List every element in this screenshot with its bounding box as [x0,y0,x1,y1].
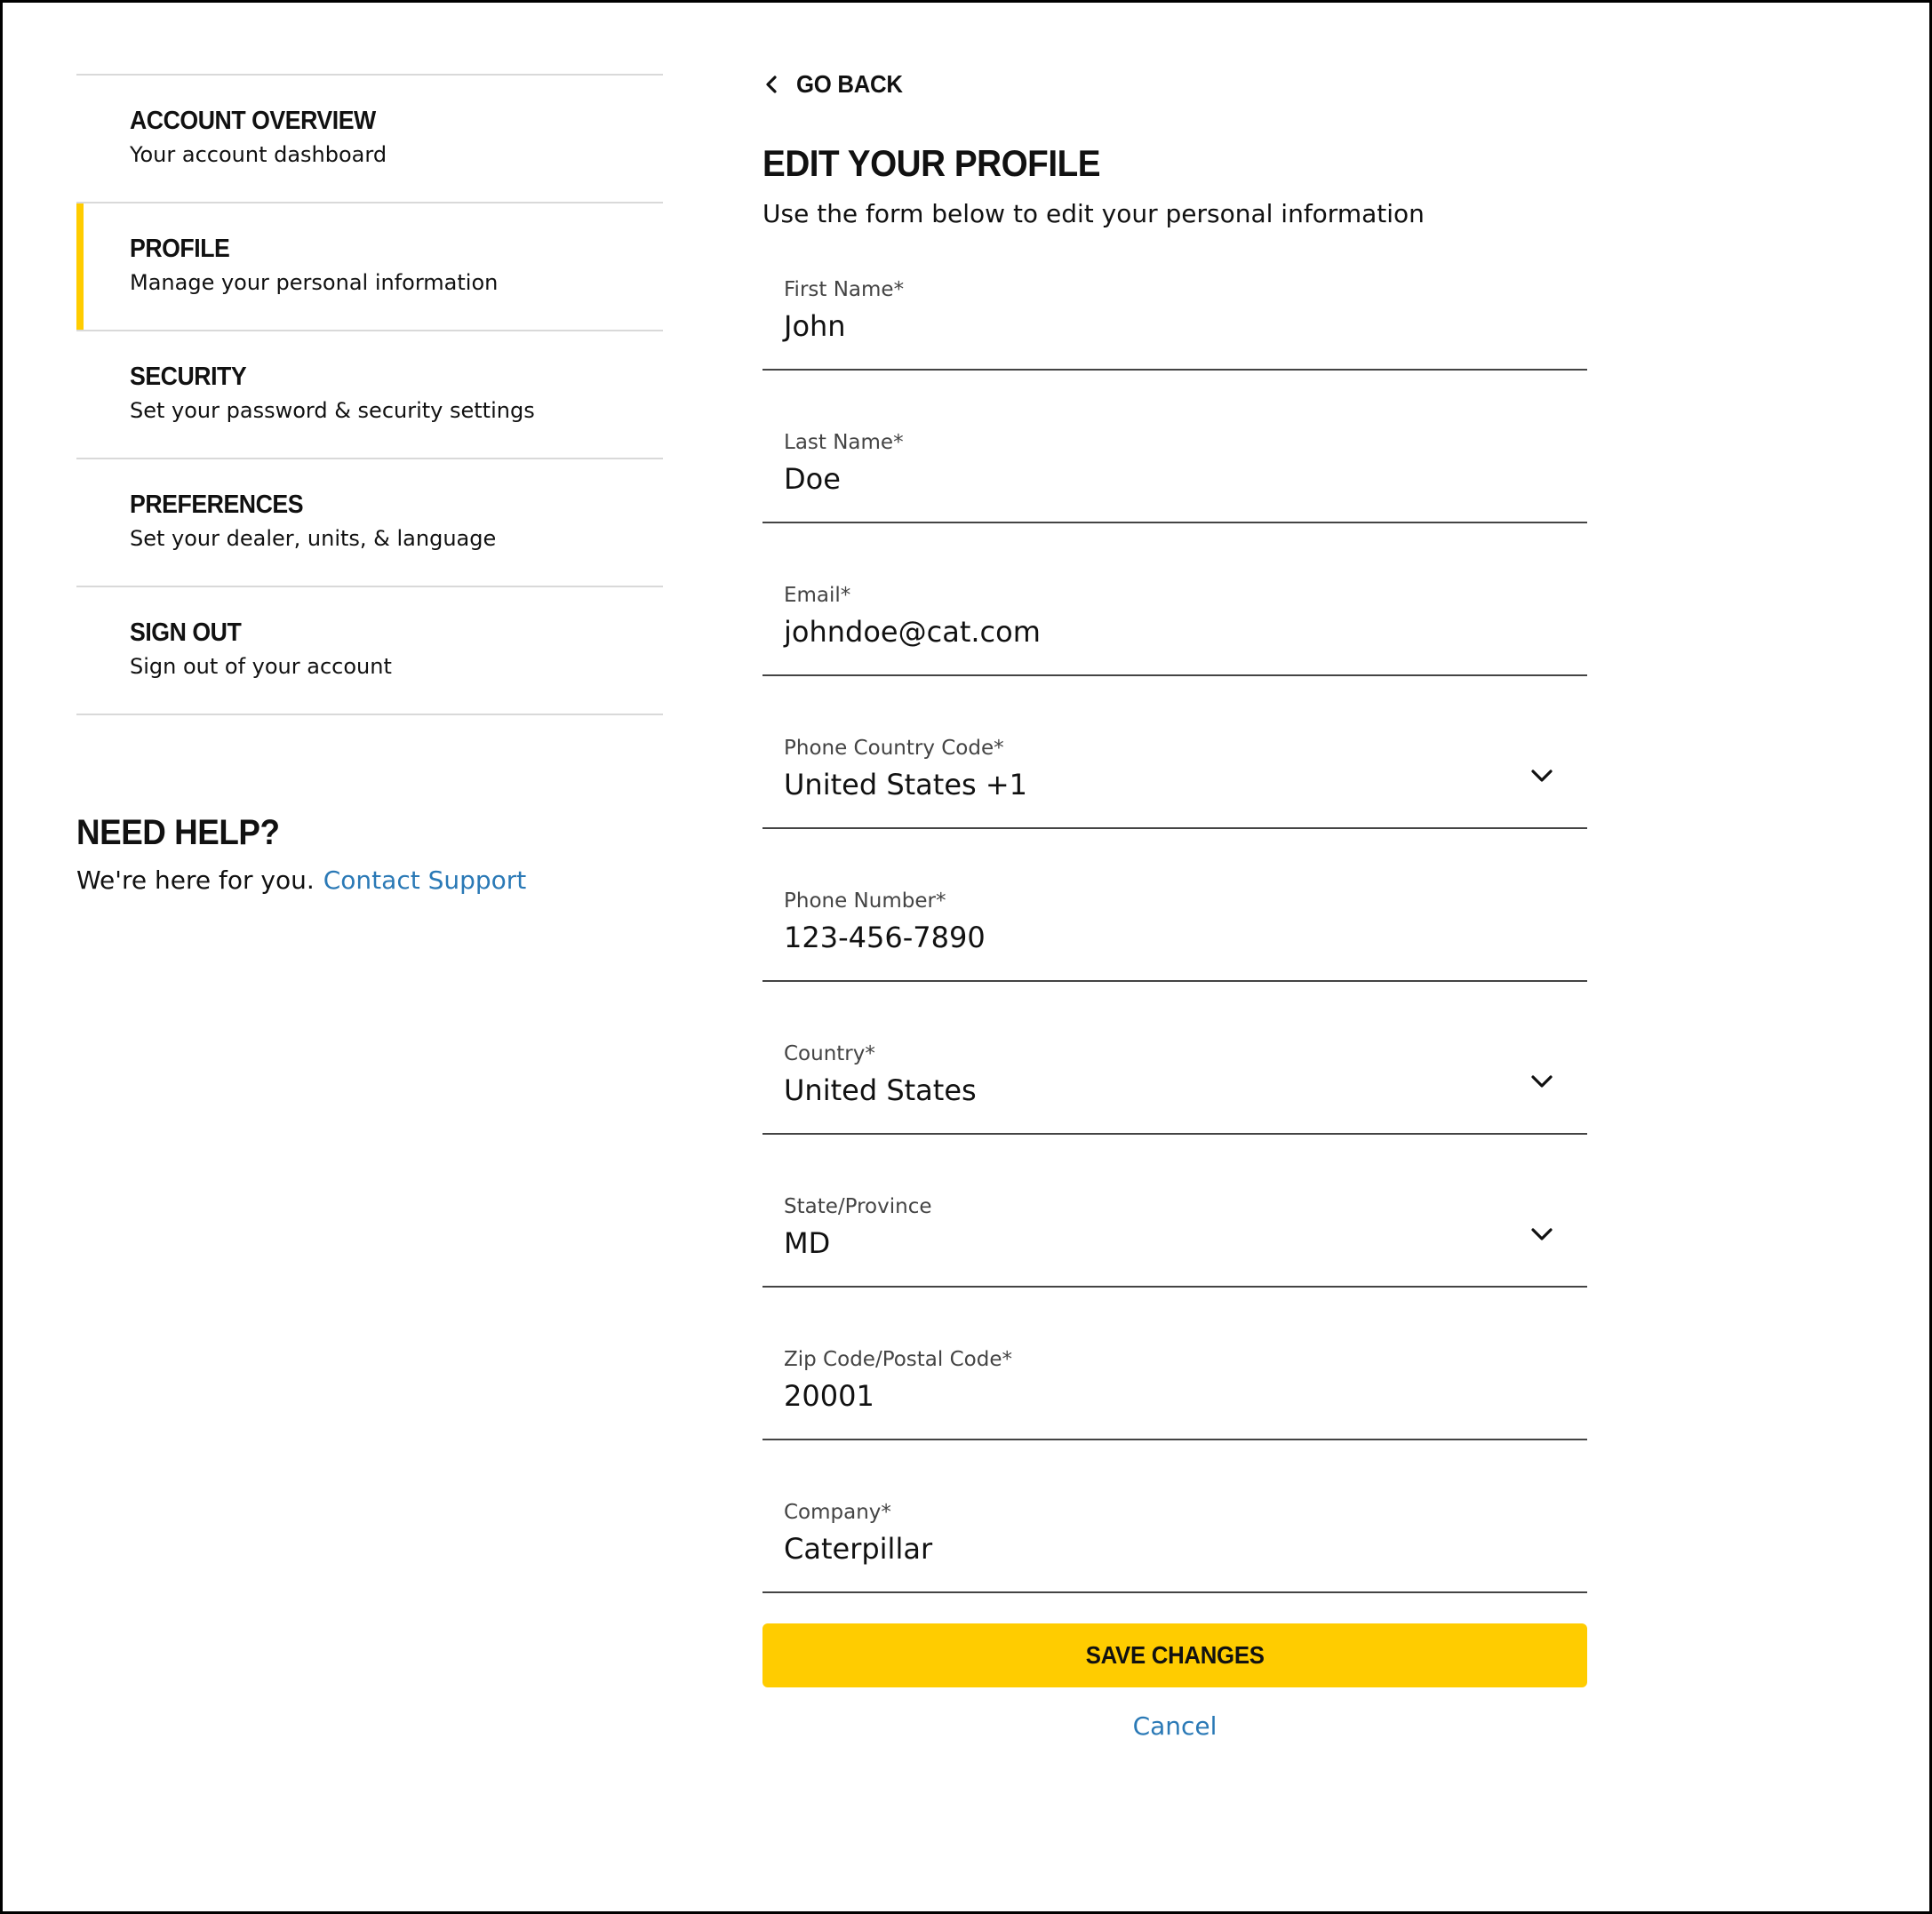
sidebar-item-subtitle: Set your dealer, units, & language [130,526,497,551]
company-field[interactable] [762,1483,1587,1593]
page-description: Use the form below to edit your personal information [762,199,1425,228]
sidebar-item-profile[interactable] [76,203,663,331]
phone-number-field[interactable] [762,872,1587,982]
sidebar-item-subtitle: Your account dashboard [130,142,387,167]
zip-code-field[interactable] [762,1330,1587,1440]
phone-country-code-label: Phone Country Code* [784,737,1004,760]
cancel-link[interactable]: Cancel [1132,1711,1217,1741]
need-help-text [76,865,663,897]
save-changes-button[interactable] [762,1623,1587,1687]
company-label: Company* [784,1501,891,1524]
chevron-down-icon [1530,769,1553,783]
country-value: United States [784,1073,977,1107]
cancel-row [762,1711,1587,1743]
last-name-label: Last Name* [784,431,904,454]
first-name-value: John [784,309,846,343]
sidebar-item-preferences[interactable] [76,459,663,587]
last-name-field[interactable] [762,413,1587,523]
email-value: johndoe@cat.com [784,615,1041,649]
edit-profile-main [762,67,1587,1743]
sidebar-item-subtitle: Manage your personal information [130,270,499,295]
email-field[interactable] [762,566,1587,676]
first-name-label: First Name* [784,278,905,301]
state-province-value: MD [784,1226,831,1260]
phone-country-code-value: United States +1 [784,768,1028,801]
phone-number-value: 123-456-7890 [784,921,986,954]
zip-code-value: 20001 [784,1379,874,1413]
country-select[interactable] [762,1025,1587,1135]
account-sidebar [76,74,663,897]
sidebar-item-subtitle: Set your password & security settings [130,398,535,423]
go-back-label: GO BACK [796,70,903,98]
go-back-button[interactable] [762,67,1587,102]
sidebar-item-subtitle: Sign out of your account [130,654,392,679]
first-name-field[interactable] [762,260,1587,371]
sidebar-item-security[interactable] [76,331,663,459]
zip-code-label: Zip Code/Postal Code* [784,1348,1012,1371]
need-help-section [76,811,663,897]
state-province-select[interactable] [762,1177,1587,1288]
chevron-down-icon [1530,1074,1553,1089]
email-label: Email* [784,584,851,607]
last-name-value: Doe [784,462,841,496]
save-changes-label: SAVE CHANGES [1085,1641,1265,1669]
sidebar-item-account-overview[interactable] [76,76,663,203]
page-title: EDIT YOUR PROFILE [762,142,1101,184]
sidebar-item-sign-out[interactable] [76,587,663,715]
need-help-message: We're here for you. [76,865,315,895]
sidebar-item-title: PROFILE [130,235,230,263]
profile-form [762,260,1587,1743]
contact-support-link[interactable]: Contact Support [323,865,527,895]
country-label: Country* [784,1042,875,1065]
sidebar-nav-list [76,74,663,715]
company-value: Caterpillar [784,1532,933,1566]
chevron-down-icon [1530,1227,1553,1241]
phone-country-code-select[interactable] [762,719,1587,829]
chevron-left-icon [762,75,780,94]
state-province-label: State/Province [784,1195,932,1218]
phone-number-label: Phone Number* [784,889,946,913]
sidebar-item-title: SECURITY [130,363,247,391]
sidebar-item-title: PREFERENCES [130,490,304,519]
need-help-title: NEED HELP? [76,813,280,852]
sidebar-item-title: ACCOUNT OVERVIEW [130,107,376,135]
sidebar-item-title: SIGN OUT [130,618,242,647]
